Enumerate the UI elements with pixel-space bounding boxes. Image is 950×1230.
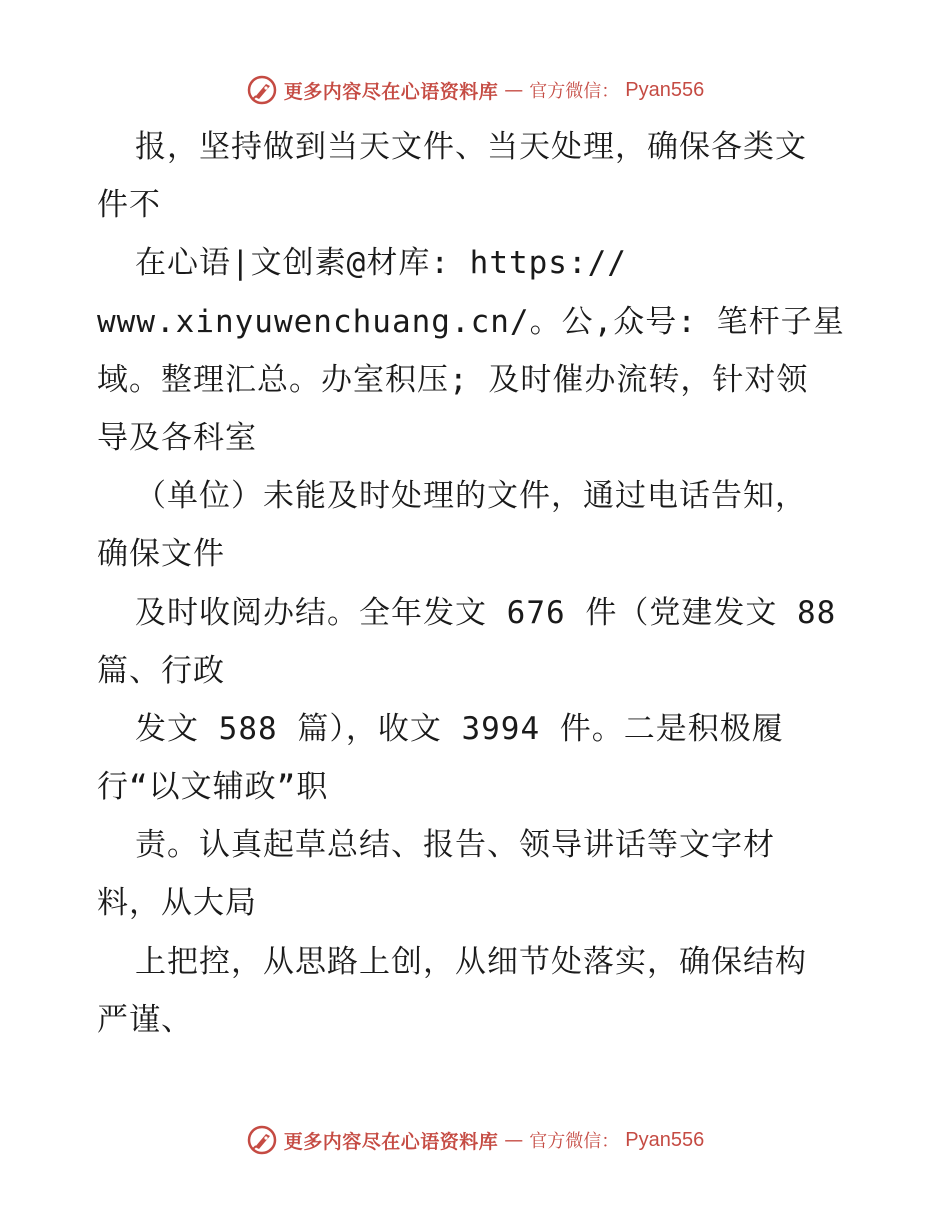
body-line: 及时收阅办结。全年发文 676 件（党建发文 88 [135,594,837,631]
body-line: 件不 [97,187,161,224]
body-line: 发文 588 篇），收文 3994 件。二是积极履 [135,710,784,747]
header-banner-content [246,74,704,106]
footer-banner-separator: — [504,1129,524,1151]
body-line: www.xinyuwenchuang.cn/。公,众号: 笔杆子星 [97,303,845,340]
body-line: 报，坚持做到当天文件、当天处理，确保各类文 [135,129,807,165]
document-body [97,118,857,1049]
body-line: 行“以文辅政”职 [97,769,329,806]
body-line: 责。认真起草总结、报告、领导讲话等文字材 [135,827,775,864]
body-line: （单位）未能及时处理的文件，通过电话告知， [135,478,807,515]
header-banner-separator: — [504,79,524,101]
body-line: 上把控，从思路上创，从细节处落实，确保结构 [135,943,807,980]
body-line: 确保文件 [97,536,225,573]
body-line: 料，从大局 [97,885,257,922]
footer-banner-content [246,1124,704,1156]
pen-nib-logo-icon [246,1124,278,1156]
body-line: 域。整理汇总。办室积压; 及时催办流转，针对领 [97,361,809,398]
body-line: 在心语|文创素@材库: https:// [135,245,627,282]
pen-nib-logo-icon [246,74,278,106]
header-banner-wechat-label: 官方微信： [529,81,620,102]
footer-banner-wechat-label: 官方微信： [529,1131,620,1152]
body-line: 篇、行政 [97,652,225,689]
header-banner [0,70,950,110]
body-line: 严谨、 [97,1001,193,1038]
header-banner-wechat-id: Pyan556 [625,78,705,101]
header-banner-title: 更多内容尽在心语资料库 [283,80,499,103]
body-line: 导及各科室 [97,419,257,456]
footer-banner [0,1120,950,1160]
footer-banner-wechat-id: Pyan556 [625,1128,705,1151]
footer-banner-title: 更多内容尽在心语资料库 [283,1130,499,1153]
